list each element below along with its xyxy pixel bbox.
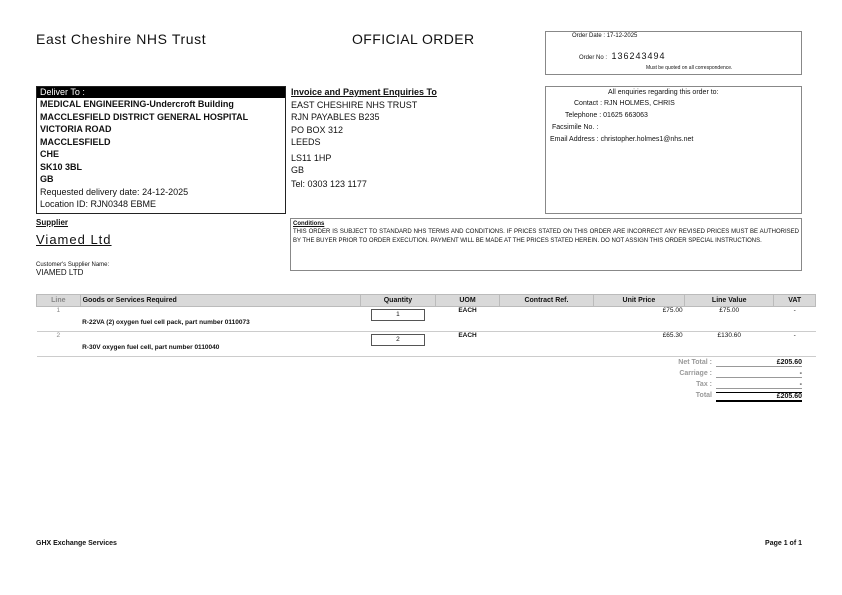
col-header-contract-ref: Contract Ref. <box>500 295 593 307</box>
deliver-address-line: GB <box>40 174 54 184</box>
item-description: R-30V oxygen fuel cell, part number 0110040 <box>80 332 360 357</box>
carriage-row <box>640 370 802 381</box>
net-total-value: £205.60 <box>716 359 802 367</box>
invoice-address-line: GB <box>291 165 305 175</box>
item-contract-ref <box>500 332 593 357</box>
carriage-value: - <box>716 370 802 378</box>
invoice-address-line: LS11 1HP <box>291 152 332 163</box>
order-date-label: Order Date : <box>572 33 606 39</box>
col-header-quantity: Quantity <box>361 295 436 307</box>
table-row <box>37 332 816 357</box>
item-line-value: £130.60 <box>685 332 774 357</box>
deliver-address-line: VICTORIA ROAD <box>40 124 112 134</box>
total-value: £205.60 <box>716 392 802 402</box>
deliver-address-line: MACCLESFIELD <box>40 136 111 147</box>
item-description: R-22VA (2) oxygen fuel cell pack, part number 0110073 <box>80 307 360 332</box>
table-row <box>37 307 816 332</box>
tax-row <box>640 381 802 392</box>
table-header-row <box>37 295 816 307</box>
contact-label: Contact : <box>574 100 603 107</box>
item-uom: EACH <box>435 332 499 357</box>
carriage-label: Carriage : <box>679 370 712 377</box>
tax-value: - <box>716 381 802 389</box>
deliver-to-heading: Deliver To : <box>37 87 285 98</box>
fax-row <box>552 124 598 131</box>
item-vat: - <box>774 332 816 357</box>
item-unit-price: £65.30 <box>593 332 684 357</box>
deliver-address-line: MEDICAL ENGINEERING-Undercroft Building <box>40 99 234 109</box>
order-no-row <box>579 46 666 64</box>
invoice-address-line: EAST CHESHIRE NHS TRUST <box>291 99 418 110</box>
supplier-label: Supplier <box>36 218 69 227</box>
footer-provider: GHX Exchange Services <box>36 540 117 547</box>
trust-name: East Cheshire NHS Trust <box>36 31 207 47</box>
col-header-unit-price: Unit Price <box>593 295 684 307</box>
deliver-to-box <box>36 86 286 214</box>
invoice-address-line: LEEDS <box>291 137 321 147</box>
line-number: 1 <box>37 307 81 332</box>
invoice-tel: Tel: 0303 123 1177 <box>291 178 367 189</box>
line-number: 2 <box>37 332 81 357</box>
item-vat: - <box>774 307 816 332</box>
total-label: Total <box>695 392 712 399</box>
telephone-value: 01625 663063 <box>603 112 648 119</box>
order-items-table <box>36 294 816 357</box>
telephone-label: Telephone : <box>565 112 602 119</box>
item-uom: EACH <box>435 307 499 332</box>
contact-value: RJN HOLMES, CHRIS <box>603 100 675 107</box>
email-value: christopher.holmes1@nhs.net <box>600 136 694 143</box>
col-header-goods: Goods or Services Required <box>80 295 360 307</box>
enquiries-heading: All enquiries regarding this order to: <box>608 89 719 96</box>
net-total-row <box>640 359 802 370</box>
col-header-line: Line <box>37 295 81 307</box>
page-number: Page 1 of 1 <box>765 540 802 547</box>
telephone-row <box>565 112 648 119</box>
invoice-enquiries <box>291 86 545 190</box>
col-header-line-value: Line Value <box>685 295 774 307</box>
order-date-value: 17-12-2025 <box>606 33 638 39</box>
totals-block <box>640 359 802 403</box>
total-row <box>640 392 802 403</box>
supplier-name: Viamed Ltd <box>36 232 112 247</box>
conditions-text: THIS ORDER IS SUBJECT TO STANDARD NHS TERMS AND CONDITIONS. IF PRICES STATED ON THIS ORDER ARE INCORRECT ANY REVISED PRICES MUST BE AUTHORISED BY THE BUYER PRIOR TO ORDER EXECUTION. PAYMENT WILL BE MADE AT THE PRICES STATED HEREIN. DO NOT ASSIGN THIS ORDER SPECIAL INSTRUCTIONS. <box>293 229 799 244</box>
deliver-address-line: MACCLESFIELD DISTRICT GENERAL HOSPITAL <box>40 111 249 122</box>
deliver-address-line: SK10 3BL <box>40 161 83 172</box>
location-id: Location ID: RJN0348 EBME <box>40 199 157 209</box>
quantity-box: 2 <box>371 334 425 346</box>
order-no-value: 136243494 <box>611 51 666 61</box>
order-date-row <box>572 33 637 39</box>
customer-supplier-name: VIAMED LTD <box>36 268 84 277</box>
col-header-uom: UOM <box>435 295 499 307</box>
conditions-label: Conditions <box>293 221 325 227</box>
customer-supplier-name-label: Customer's Supplier Name: <box>36 262 110 268</box>
document-title: OFFICIAL ORDER <box>352 31 475 47</box>
requested-delivery-date: Requested delivery date: 24-12-2025 <box>40 186 189 197</box>
invoice-heading: Invoice and Payment Enquiries To <box>291 87 437 97</box>
net-total-label: Net Total : <box>678 359 712 366</box>
col-header-vat: VAT <box>774 295 816 307</box>
conditions-box <box>290 218 802 271</box>
email-label: Email Address : <box>550 136 599 143</box>
order-no-label: Order No : <box>579 55 608 61</box>
invoice-address-line: PO BOX 312 <box>291 124 344 135</box>
contact-row <box>574 100 675 107</box>
item-contract-ref <box>500 307 593 332</box>
email-row <box>550 136 693 143</box>
enquiries-box <box>545 86 802 214</box>
quote-note: Must be quoted on all correspondence. <box>646 65 733 71</box>
item-unit-price: £75.00 <box>593 307 684 332</box>
invoice-address-line: RJN PAYABLES B235 <box>291 112 380 122</box>
quantity-box: 1 <box>371 309 425 321</box>
order-info-box <box>545 31 802 75</box>
deliver-address-line: CHE <box>40 149 60 159</box>
tax-label: Tax : <box>696 381 712 388</box>
fax-label: Facsimile No. : <box>552 124 599 131</box>
item-line-value: £75.00 <box>685 307 774 332</box>
